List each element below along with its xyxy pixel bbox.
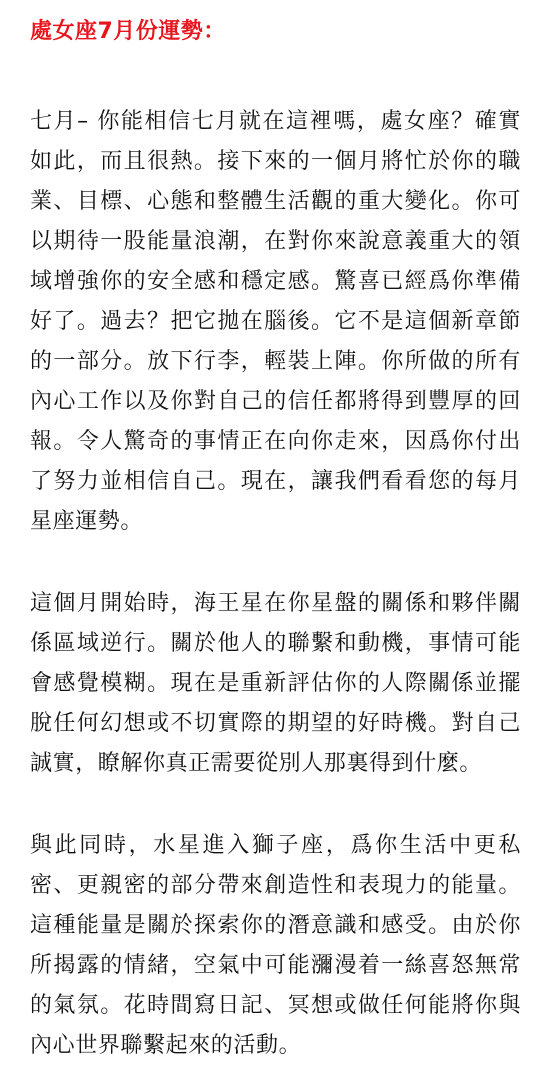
article-paragraph-1: 七月– 你能相信七月就在這裡嗎，處女座？確實如此，而且很熱。接下來的一個月將忙於你的職業、目標、心態和整體生活觀的重大變化。你可以期待一股能量浪潮，在對你來說意義重大的領域增強你的安全感和穩定感。驚喜已經爲你準備好了。過去？把它拋在腦後。它不是這個新章節的一部分。放下行李，輕裝上陣。你所做的所有內心工作以及你對自己的信任都將得到豐厚的回報。令人驚奇的事情正在向你走來，因爲你付出了努力並相信自己。現在，讓我們看看您的每月星座運勢。	[30, 109, 521, 534]
article-paragraph-2: 這個月開始時，海王星在你星盤的關係和夥伴關係區域逆行。關於他人的聯繫和動機，事情可能會感覺模糊。現在是重新評估你的人際關係並擺脫任何幻想或不切實際的期望的好時機。對自己誠實，瞭解你真正需要從別人那裏得到什麼。	[30, 591, 521, 776]
article-paragraph-3: 與此同時，水星進入獅子座，爲你生活中更私密、更親密的部分帶來創造性和表現力的能量。這種能量是關於探索你的潛意識和感受。由於你所揭露的情緒，空氣中可能瀰漫着一絲喜怒無常的氣氛。花時間寫日記、冥想或做任何能將你與內心世界聯繫起來的活動。	[30, 833, 521, 1058]
article-title: 處女座7月份運勢：	[30, 19, 226, 44]
